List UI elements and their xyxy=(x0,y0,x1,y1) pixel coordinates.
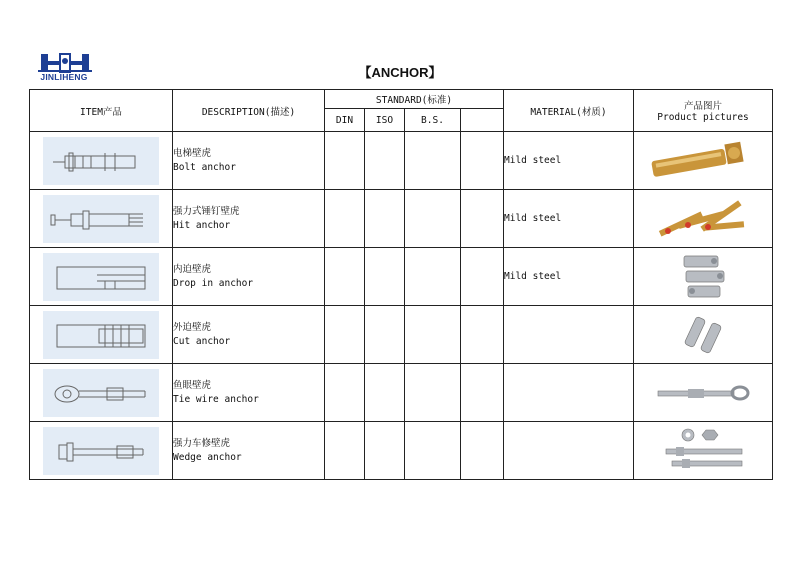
product-picture-cell xyxy=(634,248,773,306)
std-din-header: DIN xyxy=(325,109,365,132)
std-din-cell xyxy=(325,248,365,306)
description-en: Wedge anchor xyxy=(173,451,242,463)
col-product-header-en: Product pictures xyxy=(657,112,749,123)
product-picture-cell xyxy=(634,364,773,422)
std-bs-cell xyxy=(405,248,461,306)
drop-in-anchor-photo xyxy=(648,253,758,301)
product-picture-cell xyxy=(634,422,773,480)
description-en: Drop in anchor xyxy=(173,277,254,289)
item-cell xyxy=(30,364,173,422)
item-cell xyxy=(30,422,173,480)
page-title: 【ANCHOR】 xyxy=(358,65,442,80)
hit-anchor-photo xyxy=(648,195,758,243)
item-cell xyxy=(30,306,173,364)
col-item-header: ITEM产品 xyxy=(30,90,173,132)
std-extra-cell xyxy=(461,190,504,248)
item-cell xyxy=(30,132,173,190)
anchor-table xyxy=(29,89,773,480)
wedge-anchor-icon xyxy=(43,427,159,475)
std-bs-cell xyxy=(405,422,461,480)
col-material-header: MATERIAL(材质) xyxy=(504,90,634,132)
description-cn: 电梯壁虎 xyxy=(173,147,212,159)
bolt-anchor-icon xyxy=(43,137,159,185)
material-cell xyxy=(504,364,634,422)
std-extra-cell xyxy=(461,422,504,480)
std-bs-cell xyxy=(405,364,461,422)
table-row xyxy=(30,248,773,306)
description-en: Tie wire anchor xyxy=(173,393,259,405)
bolt-anchor-photo xyxy=(648,137,758,185)
drop-in-anchor-icon xyxy=(43,253,159,301)
description-cn: 强力车修壁虎 xyxy=(173,437,231,449)
description-cell xyxy=(173,306,325,364)
description-cell xyxy=(173,248,325,306)
logo-text: JINLIHENG xyxy=(40,72,88,82)
table-row xyxy=(30,422,773,480)
std-iso-cell xyxy=(365,306,405,364)
product-picture-cell xyxy=(634,306,773,364)
header-row xyxy=(30,90,773,109)
col-product-header-cn: 产品图片 xyxy=(684,101,723,112)
table-row xyxy=(30,190,773,248)
table-row xyxy=(30,306,773,364)
std-iso-cell xyxy=(365,248,405,306)
std-bs-cell xyxy=(405,306,461,364)
description-cn: 内迫壁虎 xyxy=(173,263,212,275)
std-iso-header: ISO xyxy=(365,109,405,132)
hit-anchor-icon xyxy=(43,195,159,243)
std-iso-cell xyxy=(365,190,405,248)
description-cell xyxy=(173,422,325,480)
material-cell: Mild steel xyxy=(504,132,634,190)
col-description-header: DESCRIPTION(描述) xyxy=(173,90,325,132)
material-cell: Mild steel xyxy=(504,248,634,306)
tie-wire-anchor-icon xyxy=(43,369,159,417)
std-extra-cell xyxy=(461,248,504,306)
col-product-header xyxy=(634,90,773,132)
col-standard-header: STANDARD(标准) xyxy=(325,90,504,109)
std-iso-cell xyxy=(365,364,405,422)
description-en: Hit anchor xyxy=(173,219,231,231)
material-cell xyxy=(504,306,634,364)
item-cell xyxy=(30,190,173,248)
table-row xyxy=(30,364,773,422)
material-cell: Mild steel xyxy=(504,190,634,248)
std-extra-cell xyxy=(461,364,504,422)
std-din-cell xyxy=(325,306,365,364)
product-picture-cell xyxy=(634,190,773,248)
description-cn: 外迫壁虎 xyxy=(173,321,212,333)
description-cell xyxy=(173,190,325,248)
description-cell xyxy=(173,132,325,190)
wedge-anchor-photo xyxy=(648,427,758,475)
description-en: Cut anchor xyxy=(173,335,231,347)
std-extra-cell xyxy=(461,132,504,190)
std-bs-header: B.S. xyxy=(405,109,461,132)
cut-anchor-icon xyxy=(43,311,159,359)
std-bs-cell xyxy=(405,190,461,248)
std-iso-cell xyxy=(365,132,405,190)
description-cn: 强力式锤钉壁虎 xyxy=(173,205,240,217)
cut-anchor-photo xyxy=(648,311,758,359)
table-row xyxy=(30,132,773,190)
tie-wire-anchor-photo xyxy=(648,369,758,417)
description-cell xyxy=(173,364,325,422)
product-picture-cell xyxy=(634,132,773,190)
description-en: Bolt anchor xyxy=(173,161,236,173)
std-din-cell xyxy=(325,132,365,190)
description-cn: 鱼眼壁虎 xyxy=(173,379,212,391)
std-din-cell xyxy=(325,364,365,422)
material-cell xyxy=(504,422,634,480)
std-iso-cell xyxy=(365,422,405,480)
std-din-cell xyxy=(325,422,365,480)
std-bs-cell xyxy=(405,132,461,190)
std-din-cell xyxy=(325,190,365,248)
std-extra-cell xyxy=(461,306,504,364)
item-cell xyxy=(30,248,173,306)
std-extra-header xyxy=(461,109,504,132)
